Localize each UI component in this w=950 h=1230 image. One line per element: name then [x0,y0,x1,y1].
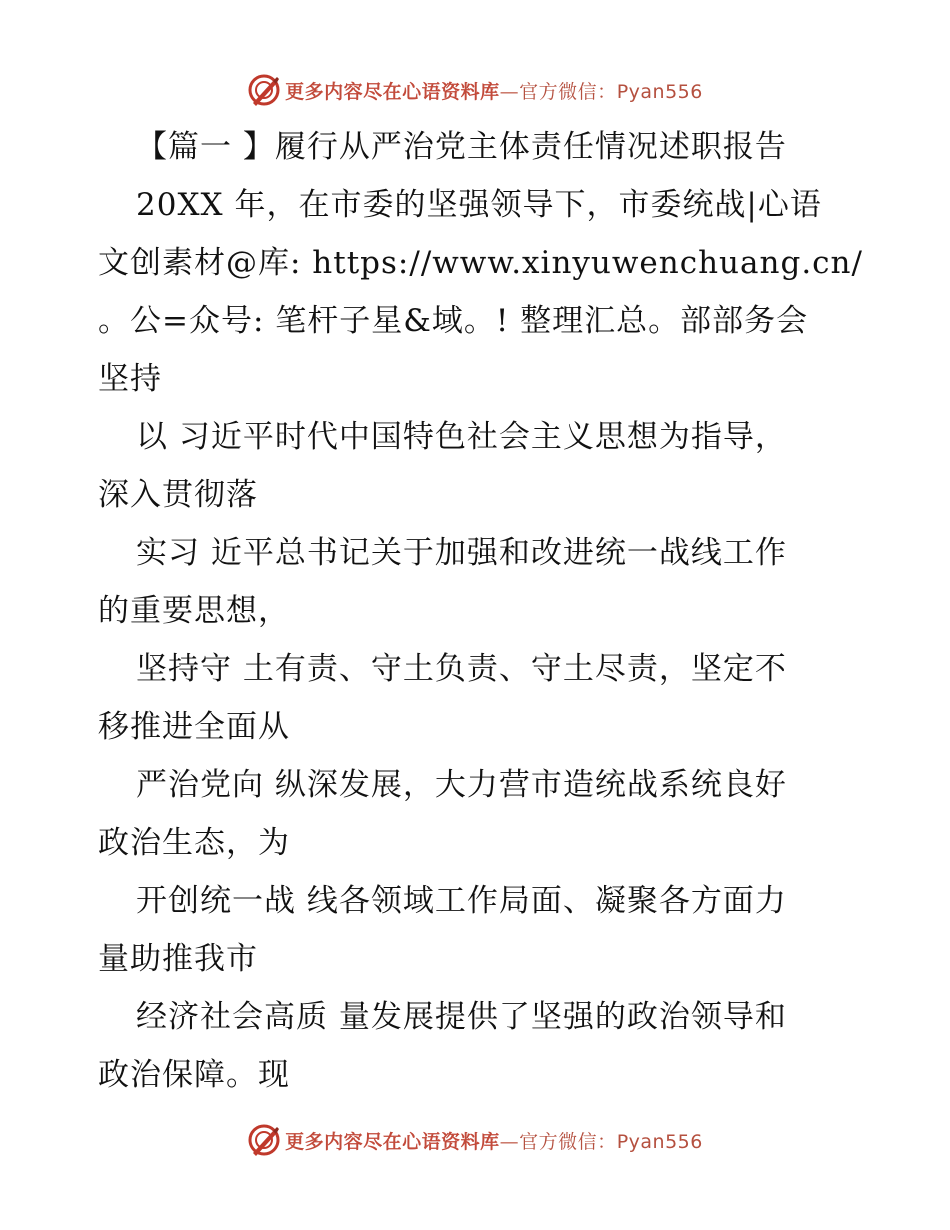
text-line: 量助推我市 [98,941,258,977]
document-lines [98,176,863,1104]
watermark-label: 更多内容尽在心语资料库 [285,80,500,103]
text-line: 坚持守 土有责、守土负责、守土尽责，坚定不 [136,651,787,687]
document-body [98,118,863,1104]
text-line: 以 习近平时代中国特色社会主义思想为指导， [136,419,787,455]
text-line: 实习 近平总书记关于加强和改进统一战线工作 [136,535,787,571]
text-line: 移推进全面从 [98,709,290,745]
watermark-handle: Pyan556 [616,80,703,103]
watermark-text [285,1127,703,1154]
document-title: 【篇一 】履行从严治党主体责任情况述职报告 [136,129,787,165]
text-line: 的重要思想， [98,593,290,629]
pen-logo-icon [247,1123,281,1157]
footer-watermark-banner [0,1120,950,1160]
text-line: 20XX 年，在市委的坚强领导下，市委统战|心语 [136,187,822,223]
text-line: 严治党向 纵深发展，大力营市造统战系统良好 [136,767,787,803]
text-line: 开创统一战 线各领域工作局面、凝聚各方面力 [136,883,787,919]
watermark-contact: 官方微信： [519,1130,617,1153]
watermark-contact: 官方微信： [519,80,617,103]
watermark-dash: — [499,1130,520,1153]
watermark-text [285,77,703,104]
text-line: 政治生态，为 [98,825,290,861]
text-line: 深入贯彻落 [98,477,258,513]
text-line: 经济社会高质 量发展提供了坚强的政治领导和 [136,999,787,1035]
text-line: 文创素材@库: https://www.xinyuwenchuang.cn/ [98,245,863,281]
header-watermark-banner [0,70,950,110]
pen-logo-icon [247,73,281,107]
watermark-handle: Pyan556 [616,1130,703,1153]
text-line: 。公=众号: 笔杆子星&域。! 整理汇总。部部务会 [98,303,809,339]
watermark-label: 更多内容尽在心语资料库 [285,1130,500,1153]
text-line: 坚持 [98,361,162,397]
watermark-dash: — [499,80,520,103]
text-line: 政治保障。现 [98,1057,290,1093]
